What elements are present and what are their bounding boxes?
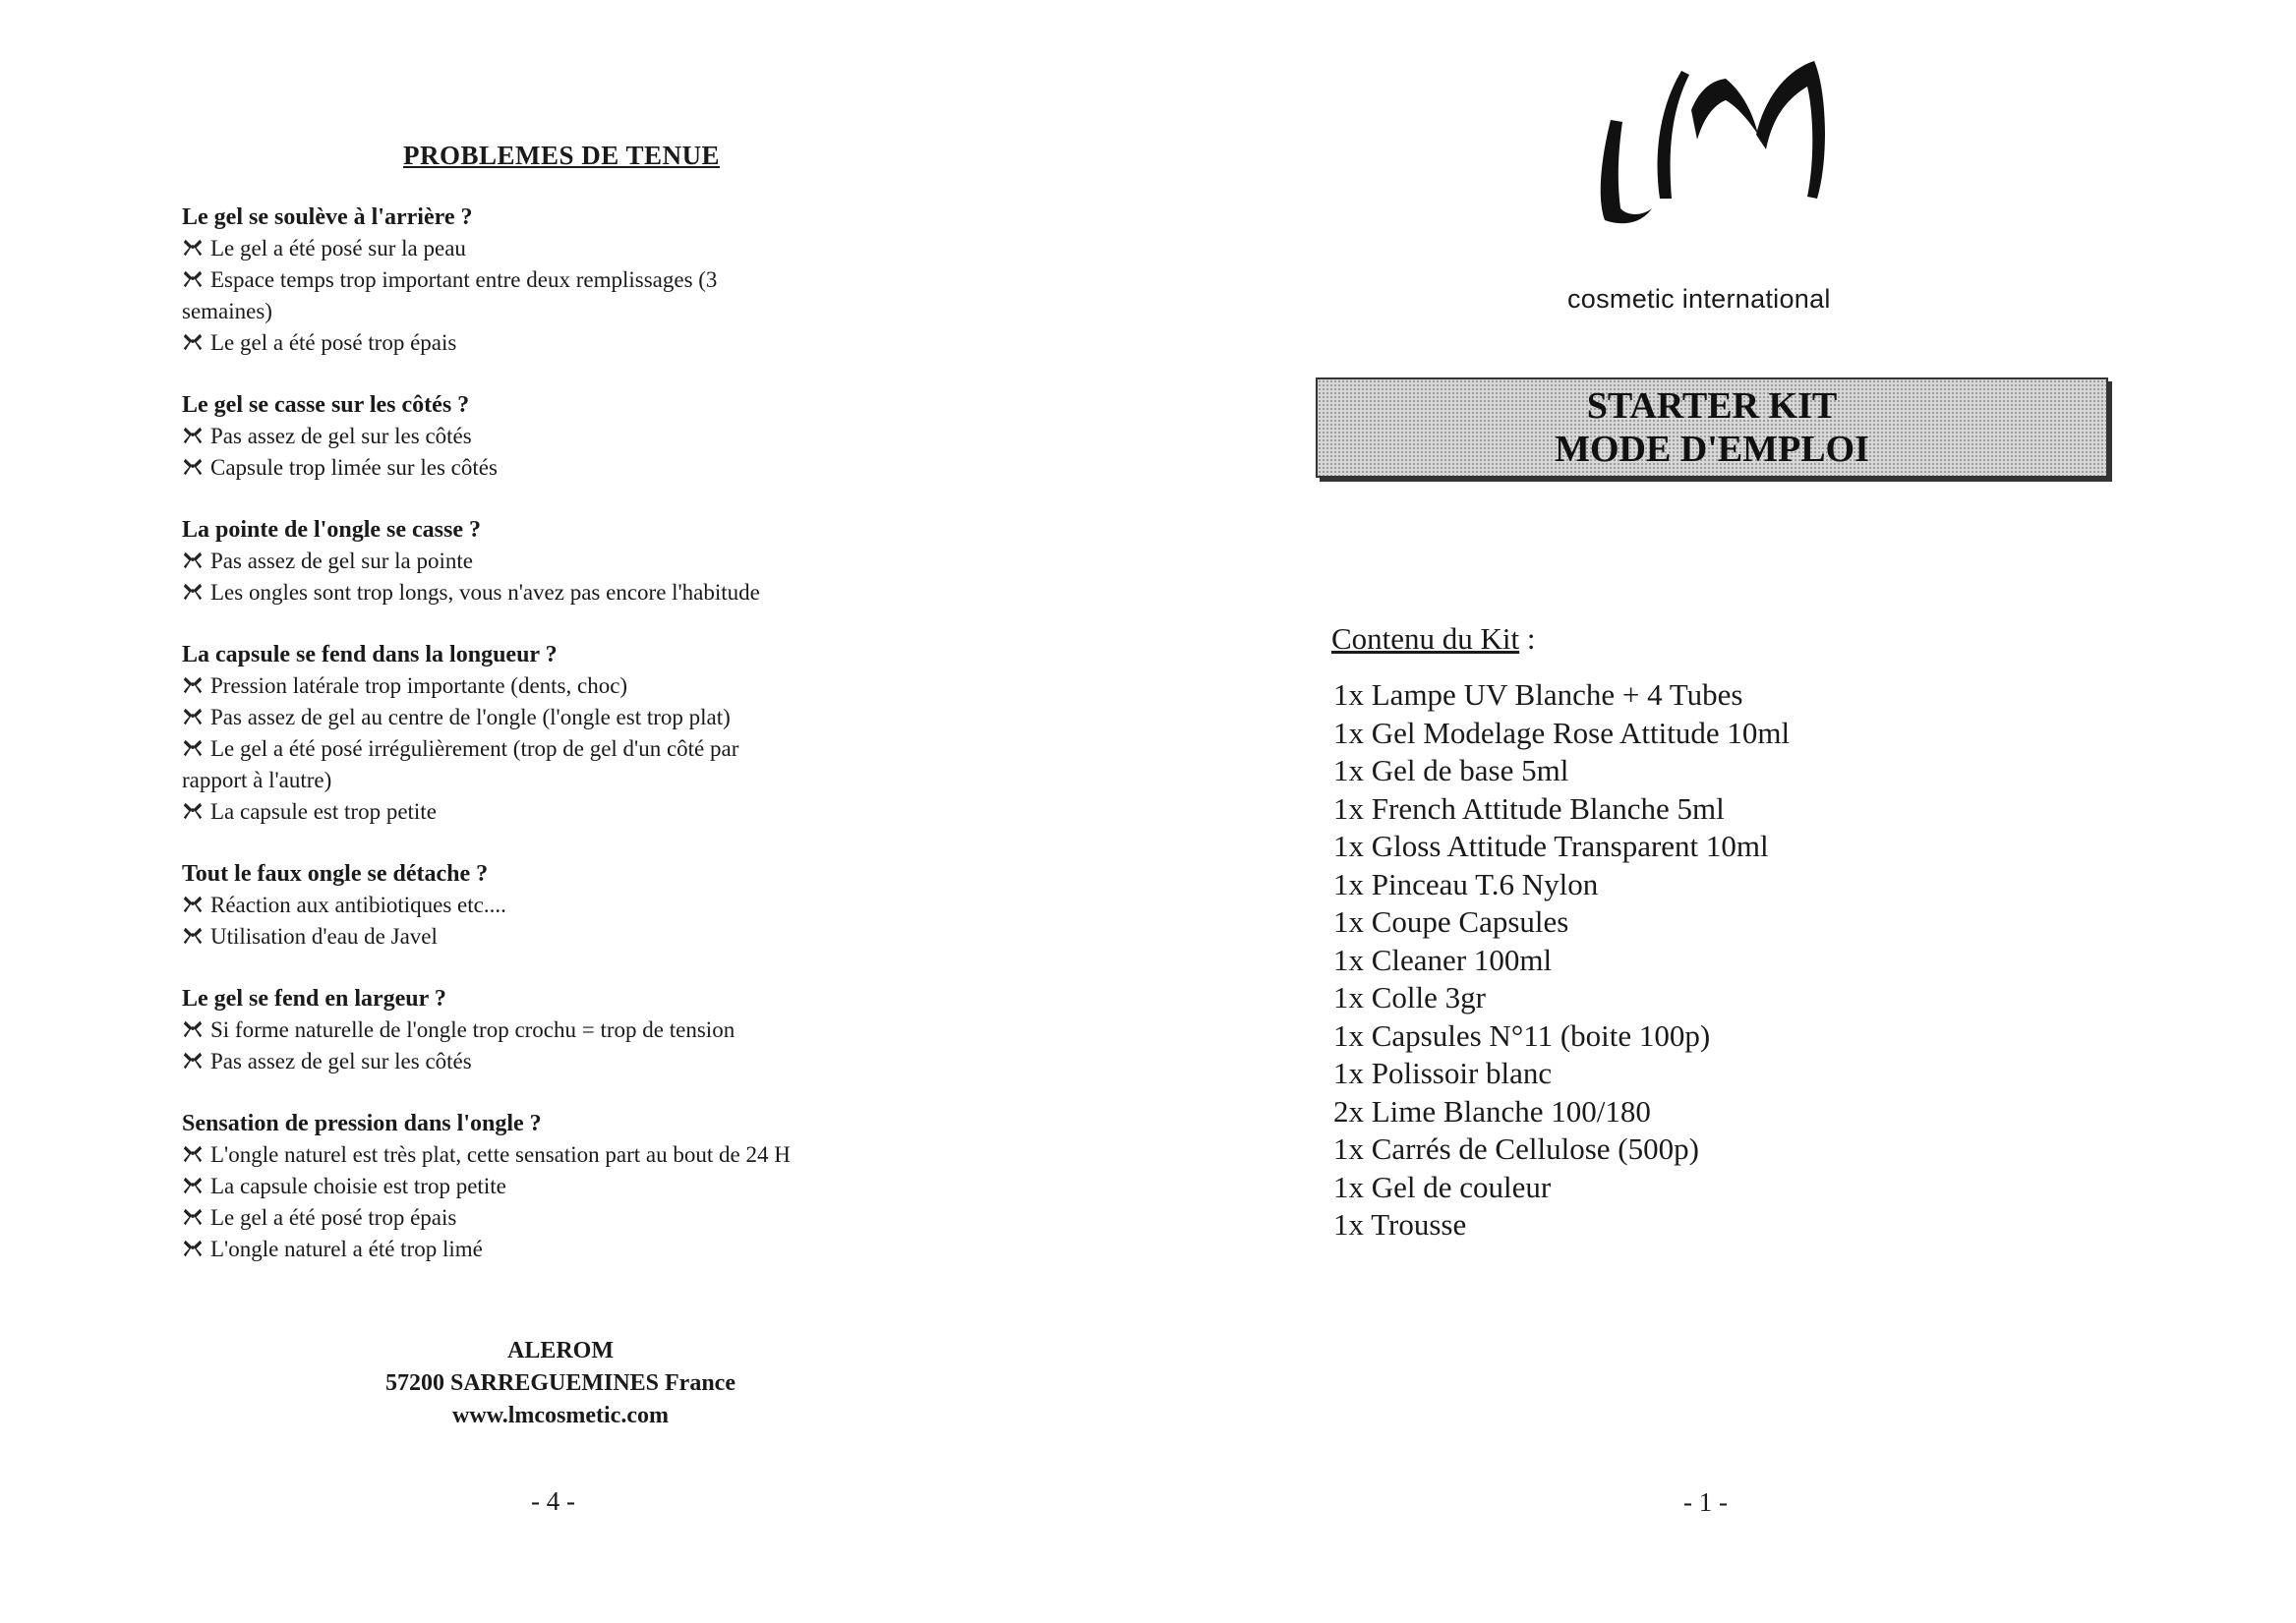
page-title-problems: PROBLEMES DE TENUE [403, 141, 721, 170]
problem-cause [182, 1234, 949, 1265]
problem-cause [182, 670, 949, 702]
company-name: ALEROM [507, 1338, 614, 1363]
problem-cause-text: Réaction aux antibiotiques etc.... [210, 893, 506, 917]
problem-cause [182, 1014, 949, 1046]
scissors-bullet-icon [182, 893, 204, 914]
problem-cause-text: Espace temps trop important entre deux remplissages (3 [210, 267, 718, 292]
problem-cause-text: semaines) [182, 299, 272, 323]
kit-item: 1x Polissoir blanc [1333, 1056, 1553, 1090]
scissors-bullet-icon [182, 736, 204, 758]
problem-block [182, 639, 949, 828]
scissors-bullet-icon [182, 549, 204, 570]
kit-title-box [1316, 377, 2108, 478]
scissors-bullet-icon [182, 267, 204, 289]
problem-cause [182, 890, 949, 921]
problem-cause [182, 1046, 949, 1077]
problem-cause-text: rapport à l'autre) [182, 768, 332, 792]
scissors-bullet-icon [182, 1174, 204, 1195]
scissors-bullet-icon [182, 1142, 204, 1164]
problem-block [182, 1108, 949, 1265]
problem-cause-text: Si forme naturelle de l'ongle trop crochu = trop de tension [210, 1017, 736, 1042]
problem-cause-text: Pas assez de gel au centre de l'ongle (l'ongle est trop plat) [210, 705, 731, 729]
problem-cause [182, 733, 949, 765]
problem-cause-text: Le gel a été posé irrégulièrement (trop de gel d'un côté par [210, 736, 739, 761]
scissors-bullet-icon [182, 673, 204, 695]
problem-cause-text: Les ongles sont trop longs, vous n'avez pas encore l'habitude [210, 580, 760, 605]
scissors-bullet-icon [182, 705, 204, 726]
scissors-bullet-icon [182, 1237, 204, 1258]
problem-cause-text: La capsule choisie est trop petite [210, 1174, 506, 1198]
lm-logo [1583, 51, 1858, 277]
contents-label [1331, 621, 1536, 657]
problem-cause [182, 1139, 949, 1171]
problem-block [182, 202, 949, 359]
problem-cause [182, 421, 949, 452]
problem-cause-text: Pas assez de gel sur les côtés [210, 424, 472, 448]
problem-question: Le gel se fend en largeur ? [182, 986, 446, 1012]
page-number-right: - 1 - [1683, 1487, 1728, 1517]
problem-block [182, 983, 949, 1077]
scissors-bullet-icon [182, 330, 204, 352]
problem-cause [182, 452, 949, 484]
problem-cause-text: Utilisation d'eau de Javel [210, 924, 438, 949]
problem-question: La pointe de l'ongle se casse ? [182, 517, 481, 543]
problem-question: Sensation de pression dans l'ongle ? [182, 1111, 542, 1136]
page-number-left: - 4 - [531, 1486, 575, 1516]
kit-contents-list [1333, 676, 1790, 1245]
problem-cause [182, 796, 949, 828]
kit-title-line1: STARTER KIT [1586, 385, 1838, 427]
problem-cause-text: Pas assez de gel sur les côtés [210, 1049, 472, 1073]
problem-cause-text: Pression latérale trop importante (dents, choc) [210, 673, 628, 698]
scissors-bullet-icon [182, 1049, 204, 1071]
problem-block [182, 389, 949, 484]
kit-item: 1x Gel de base 5ml [1333, 753, 1569, 787]
kit-item: 1x Gel Modelage Rose Attitude 10ml [1333, 715, 1791, 750]
scissors-bullet-icon [182, 1205, 204, 1227]
kit-item: 1x Carrés de Cellulose (500p) [1333, 1131, 1699, 1166]
kit-item: 2x Lime Blanche 100/180 [1333, 1093, 1651, 1129]
brand-name: cosmetic international [1567, 284, 1831, 314]
problem-cause-text: L'ongle naturel est très plat, cette sensation part au bout de 24 H [210, 1142, 791, 1167]
problem-cause [182, 765, 949, 796]
kit-item: 1x Lampe UV Blanche + 4 Tubes [1333, 677, 1743, 712]
problem-question: Le gel se soulève à l'arrière ? [182, 204, 473, 230]
problem-cause [182, 577, 949, 609]
problem-cause [182, 1171, 949, 1202]
scissors-bullet-icon [182, 424, 204, 445]
problem-cause-text: L'ongle naturel a été trop limé [210, 1237, 483, 1261]
kit-item: 1x Capsules N°11 (boite 100p) [1333, 1017, 1711, 1053]
problem-cause [182, 327, 949, 359]
kit-title-line2: MODE D'EMPLOI [1555, 429, 1869, 470]
company-city: 57200 SARREGUEMINES France [384, 1370, 736, 1396]
problem-cause [182, 296, 949, 327]
problem-cause-text: Le gel a été posé trop épais [210, 330, 457, 355]
kit-item: 1x Colle 3gr [1333, 980, 1486, 1014]
problems-list [182, 202, 949, 1296]
scissors-bullet-icon [182, 924, 204, 946]
kit-item: 1x Trousse [1333, 1207, 1467, 1242]
problem-block [182, 858, 949, 953]
problem-cause-text: Le gel a été posé sur la peau [210, 236, 466, 261]
problem-cause [182, 546, 949, 577]
kit-item: 1x Gel de couleur [1333, 1169, 1552, 1204]
problem-cause-text: Le gel a été posé trop épais [210, 1205, 457, 1230]
problem-question: Le gel se casse sur les côtés ? [182, 392, 470, 418]
problem-question: Tout le faux ongle se détache ? [182, 861, 489, 887]
kit-item: 1x Coupe Capsules [1333, 904, 1569, 939]
problem-cause-text: Pas assez de gel sur la pointe [210, 549, 473, 573]
scissors-bullet-icon [182, 236, 204, 258]
contents-label-text: Contenu du Kit [1331, 621, 1520, 656]
scissors-bullet-icon [182, 455, 204, 477]
scissors-bullet-icon [182, 1017, 204, 1039]
kit-item: 1x Pinceau T.6 Nylon [1333, 866, 1599, 901]
contents-label-colon: : [1519, 621, 1536, 656]
company-website: www.lmcosmetic.com [452, 1403, 669, 1428]
scissors-bullet-icon [182, 799, 204, 821]
problem-cause [182, 264, 949, 296]
problem-block [182, 514, 949, 609]
kit-item: 1x Gloss Attitude Transparent 10ml [1333, 829, 1769, 863]
problem-cause [182, 921, 949, 953]
kit-item: 1x French Attitude Blanche 5ml [1333, 790, 1725, 826]
problem-question: La capsule se fend dans la longueur ? [182, 642, 558, 667]
problem-cause [182, 1202, 949, 1234]
address-block [334, 1335, 787, 1432]
problem-cause-text: Capsule trop limée sur les côtés [210, 455, 498, 480]
problem-cause [182, 702, 949, 733]
problem-cause-text: La capsule est trop petite [210, 799, 437, 824]
kit-item: 1x Cleaner 100ml [1333, 942, 1553, 977]
scissors-bullet-icon [182, 580, 204, 602]
problem-cause [182, 233, 949, 264]
